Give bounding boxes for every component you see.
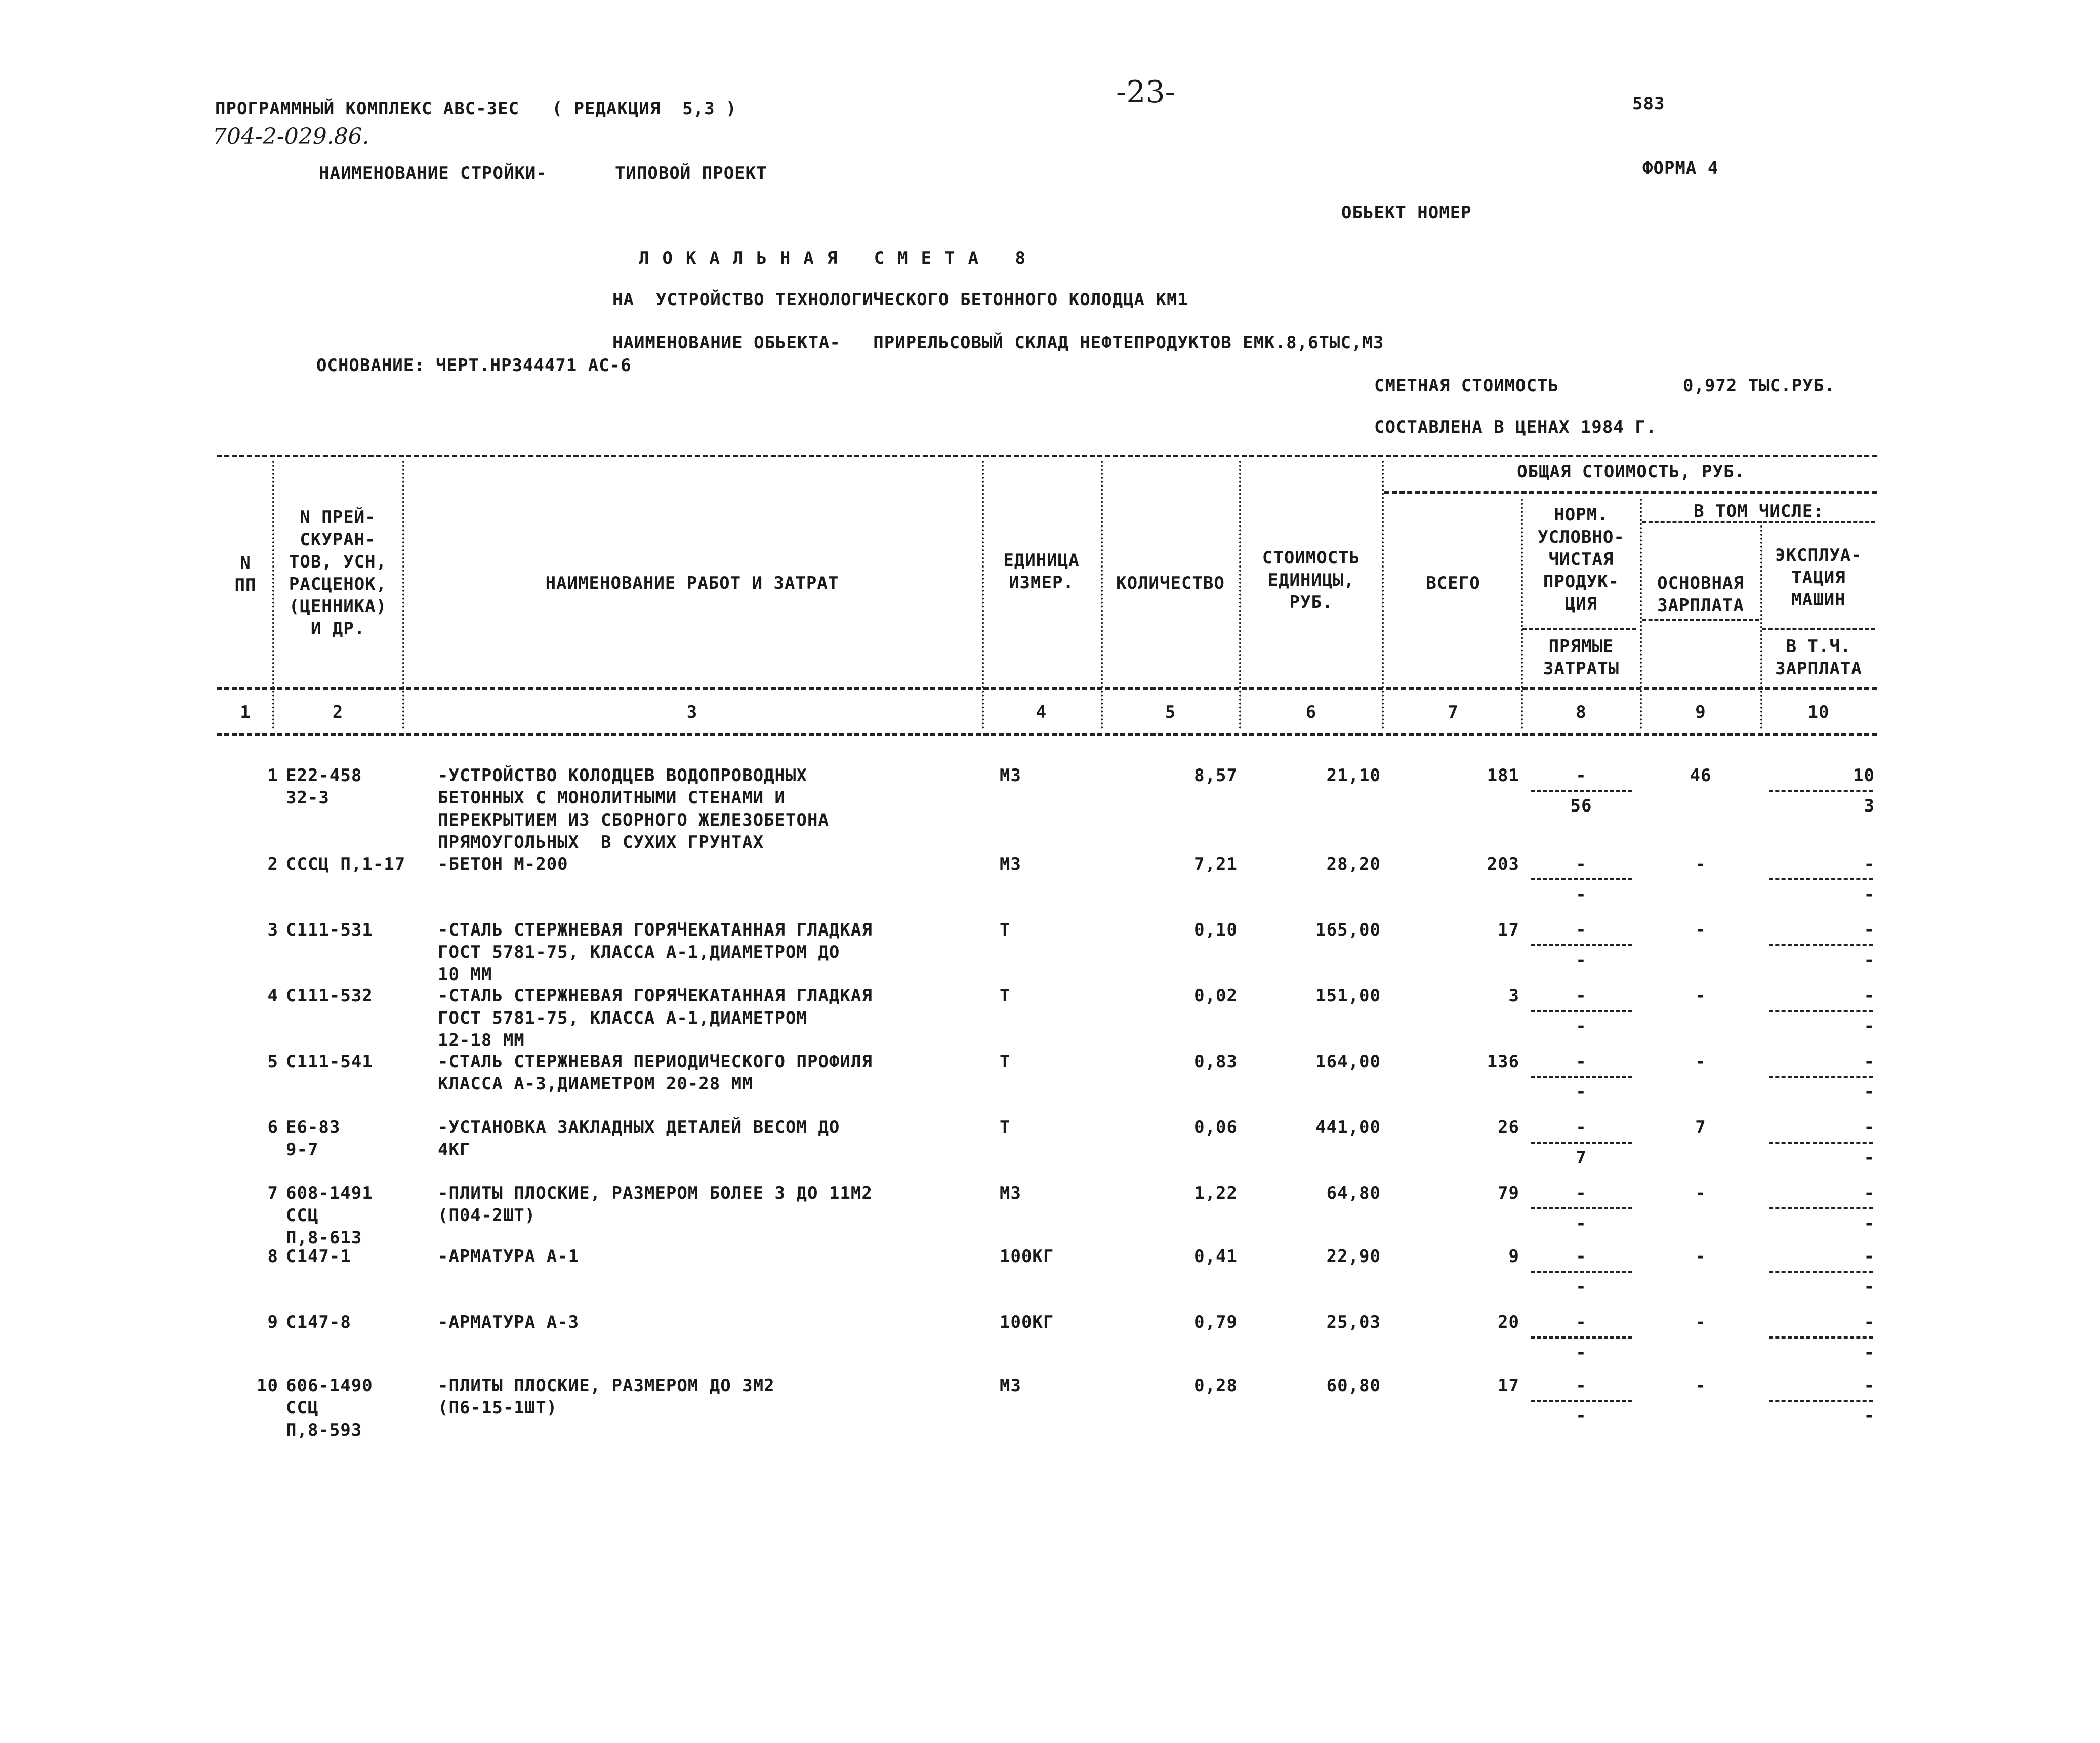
row-number: 7 xyxy=(267,1183,278,1203)
handwritten-project-code: 704-2-029.86. xyxy=(213,124,369,149)
colnum-bottom-rule xyxy=(217,733,1877,736)
colnum-1: 1 xyxy=(240,702,251,722)
row-unit: М3 xyxy=(1000,854,1021,874)
split-rule xyxy=(1769,790,1873,792)
split-rule xyxy=(1531,878,1632,880)
row-unit-cost: 21,10 xyxy=(1326,765,1381,786)
row-direct-costs: 7 xyxy=(1576,1148,1587,1168)
row-basic-wages: 46 xyxy=(1690,765,1712,786)
row-machine-wages: - xyxy=(1864,950,1875,970)
header-machine-wages: В Т.Ч. ЗАРПЛАТА xyxy=(1775,636,1862,679)
header-unit: ЕДИНИЦА ИЗМЕР. xyxy=(1003,550,1080,593)
row-unit: Т xyxy=(1000,1051,1011,1072)
row-basic-wages: - xyxy=(1695,1183,1706,1203)
colnum-5: 5 xyxy=(1165,702,1176,722)
row-number: 3 xyxy=(267,920,278,940)
row-direct-costs: - xyxy=(1576,1277,1587,1297)
c10-split-rule xyxy=(1762,628,1875,630)
row-unit-cost: 60,80 xyxy=(1326,1375,1381,1396)
split-rule xyxy=(1531,1010,1632,1012)
split-rule xyxy=(1769,1400,1873,1402)
row-number: 9 xyxy=(267,1312,278,1332)
table-top-rule xyxy=(217,455,1877,457)
colnum-2: 2 xyxy=(332,702,344,722)
estimate-subject: НА УСТРОЙСТВО ТЕХНОЛОГИЧЕСКОГО БЕТОННОГО КОЛОДЦА КМ1 xyxy=(612,290,1188,310)
row-quantity: 1,22 xyxy=(1194,1183,1238,1203)
row-unit: Т xyxy=(1000,986,1011,1006)
prices-line: СОСТАВЛЕНА В ЦЕНАХ 1984 Г. xyxy=(1374,417,1657,437)
split-rule xyxy=(1531,1271,1632,1273)
header-quantity: КОЛИЧЕСТВО xyxy=(1116,573,1225,593)
row-quantity: 0,79 xyxy=(1194,1312,1238,1332)
row-unit-cost: 22,90 xyxy=(1326,1246,1381,1267)
header-code: N ПРЕЙ- СКУРАН- ТОВ, УСН, РАСЦЕНОК, (ЦЕННИКА) И ДР. xyxy=(289,507,387,639)
row-code: 606-1490 ССЦ П,8-593 xyxy=(286,1375,373,1440)
header-total: ВСЕГО xyxy=(1426,573,1480,593)
row-net-production: - xyxy=(1576,1051,1587,1072)
row-number: 10 xyxy=(257,1375,278,1396)
row-net-production: - xyxy=(1576,1117,1587,1138)
row-direct-costs: 56 xyxy=(1570,796,1592,816)
row-work-name: -СТАЛЬ СТЕРЖНЕВАЯ ПЕРИОДИЧЕСКОГО ПРОФИЛЯ КЛАССА А-3,ДИАМЕТРОМ 20-28 ММ xyxy=(438,1051,873,1094)
row-machine-operation: - xyxy=(1864,1183,1875,1203)
row-work-name: -УСТРОЙСТВО КОЛОДЦЕВ ВОДОПРОВОДНЫХ БЕТОННЫХ С МОНОЛИТНЫМИ СТЕНАМИ И ПЕРЕКРЫТИЕМ ИЗ СБОРНОГО ЖЕЛЕЗОБЕТОНА ПРЯМОУГОЛЬНЫХ В СУХИХ ГРУНТАХ xyxy=(438,765,829,853)
row-code: С111-532 xyxy=(286,986,373,1006)
row-code: С147-1 xyxy=(286,1246,351,1267)
row-machine-wages: - xyxy=(1864,1016,1875,1036)
estimated-cost-label: СМЕТНАЯ СТОИМОСТЬ xyxy=(1374,376,1559,396)
basis-line: ОСНОВАНИЕ: ЧЕРТ.НР344471 АС-6 xyxy=(316,355,632,376)
row-quantity: 0,02 xyxy=(1194,986,1238,1006)
row-total: 17 xyxy=(1498,920,1519,940)
row-unit-cost: 441,00 xyxy=(1315,1117,1381,1138)
row-total: 9 xyxy=(1508,1246,1519,1267)
colnum-10: 10 xyxy=(1807,702,1830,722)
row-basic-wages: - xyxy=(1695,920,1706,940)
row-machine-wages: - xyxy=(1864,884,1875,905)
estimated-cost-value: 0,972 ТЫС.РУБ. xyxy=(1683,376,1835,396)
row-total: 203 xyxy=(1487,854,1519,874)
row-quantity: 7,21 xyxy=(1194,854,1238,874)
header-basic-wages: ОСНОВНАЯ ЗАРПЛАТА xyxy=(1657,573,1744,616)
row-number: 5 xyxy=(267,1051,278,1072)
header-including: В ТОМ ЧИСЛЕ: xyxy=(1694,501,1824,521)
split-rule xyxy=(1531,790,1632,792)
row-total: 181 xyxy=(1487,765,1519,786)
col-sep-5 xyxy=(1239,461,1241,729)
row-direct-costs: - xyxy=(1576,1082,1587,1102)
object-name: НАИМЕНОВАНИЕ ОБЬЕКТА- ПРИРЕЛЬСОВЫЙ СКЛАД НЕФТЕПРОДУКТОВ ЕМК.8,6ТЫС,М3 xyxy=(612,333,1384,353)
split-rule xyxy=(1769,1076,1873,1078)
row-basic-wages: - xyxy=(1695,1051,1706,1072)
colnum-9: 9 xyxy=(1695,702,1706,722)
row-machine-operation: - xyxy=(1864,1246,1875,1267)
row-net-production: - xyxy=(1576,854,1587,874)
row-direct-costs: - xyxy=(1576,1016,1587,1036)
header-machine-operation: ЭКСПЛУА- ТАЦИЯ МАШИН xyxy=(1775,545,1862,610)
header-unit-cost: СТОИМОСТЬ ЕДИНИЦЫ, РУБ. xyxy=(1262,548,1361,613)
row-quantity: 0,06 xyxy=(1194,1117,1238,1138)
col-sep-8 xyxy=(1640,499,1642,729)
split-rule xyxy=(1531,1400,1632,1402)
row-net-production: - xyxy=(1576,1183,1587,1203)
estimate-title: ЛОКАЛЬНАЯ СМЕТА 8 xyxy=(639,248,1039,268)
split-rule xyxy=(1769,944,1873,946)
header-direct-costs: ПРЯМЫЕ ЗАТРАТЫ xyxy=(1543,636,1620,679)
row-total: 26 xyxy=(1498,1117,1519,1138)
row-total: 79 xyxy=(1498,1183,1519,1203)
object-number-label: ОБЬЕКТ НОМЕР xyxy=(1341,202,1472,223)
row-machine-operation: - xyxy=(1864,1312,1875,1332)
row-number: 6 xyxy=(267,1117,278,1138)
row-machine-operation: - xyxy=(1864,1117,1875,1138)
row-machine-wages: - xyxy=(1864,1343,1875,1363)
row-basic-wages: - xyxy=(1695,1246,1706,1267)
row-work-name: -АРМАТУРА А-3 xyxy=(438,1312,580,1332)
row-net-production: - xyxy=(1576,1312,1587,1332)
row-basic-wages: - xyxy=(1695,1375,1706,1396)
row-work-name: -ПЛИТЫ ПЛОСКИЕ, РАЗМЕРОМ БОЛЕЕ 3 ДО 11М2 (П04-2ШТ) xyxy=(438,1183,873,1226)
col-sep-7 xyxy=(1521,499,1523,729)
colnum-7: 7 xyxy=(1448,702,1459,722)
row-net-production: - xyxy=(1576,1246,1587,1267)
split-rule xyxy=(1531,1207,1632,1209)
sheet-number: 583 xyxy=(1632,94,1665,114)
row-work-name: -СТАЛЬ СТЕРЖНЕВАЯ ГОРЯЧЕКАТАННАЯ ГЛАДКАЯ ГОСТ 5781-75, КЛАССА А-1,ДИАМЕТРОМ 12-18 ММ xyxy=(438,986,873,1050)
colnum-6: 6 xyxy=(1305,702,1317,722)
row-number: 8 xyxy=(267,1246,278,1267)
col-sep-3 xyxy=(982,461,984,729)
row-number: 4 xyxy=(267,986,278,1006)
col-sep-4 xyxy=(1101,461,1103,729)
split-rule xyxy=(1531,1336,1632,1339)
row-unit: Т xyxy=(1000,1117,1011,1138)
row-unit: 100КГ xyxy=(1000,1246,1054,1267)
row-code: 608-1491 ССЦ П,8-613 xyxy=(286,1183,373,1248)
row-unit-cost: 64,80 xyxy=(1326,1183,1381,1203)
row-unit: М3 xyxy=(1000,765,1021,786)
construction-value: ТИПОВОЙ ПРОЕКТ xyxy=(615,163,767,183)
row-work-name: -СТАЛЬ СТЕРЖНЕВАЯ ГОРЯЧЕКАТАННАЯ ГЛАДКАЯ ГОСТ 5781-75, КЛАССА А-1,ДИАМЕТРОМ ДО 10 ММ xyxy=(438,920,873,985)
row-unit-cost: 28,20 xyxy=(1326,854,1381,874)
row-work-name: -ПЛИТЫ ПЛОСКИЕ, РАЗМЕРОМ ДО 3М2 (П6-15-1ШТ) xyxy=(438,1375,775,1418)
row-basic-wages: - xyxy=(1695,854,1706,874)
row-machine-operation: - xyxy=(1864,986,1875,1006)
row-basic-wages: - xyxy=(1695,986,1706,1006)
colnum-8: 8 xyxy=(1576,702,1587,722)
row-unit-cost: 165,00 xyxy=(1315,920,1381,940)
row-unit-cost: 151,00 xyxy=(1315,986,1381,1006)
row-total: 3 xyxy=(1508,986,1519,1006)
split-rule xyxy=(1769,1207,1873,1209)
row-work-name: -БЕТОН М-200 xyxy=(438,854,568,874)
row-machine-wages: - xyxy=(1864,1406,1875,1426)
header-work-name: НАИМЕНОВАНИЕ РАБОТ И ЗАТРАТ xyxy=(545,573,839,593)
row-direct-costs: - xyxy=(1576,1343,1587,1363)
row-machine-wages: - xyxy=(1864,1148,1875,1168)
row-code: С111-531 xyxy=(286,920,373,940)
row-machine-wages: - xyxy=(1864,1277,1875,1297)
row-machine-operation: - xyxy=(1864,854,1875,874)
row-direct-costs: - xyxy=(1576,1406,1587,1426)
program-line: ПРОГРАММНЫЙ КОМПЛЕКС АВС-3ЕС ( РЕДАКЦИЯ 5,3 ) xyxy=(215,99,737,119)
header-num: N ПП xyxy=(234,553,257,595)
row-number: 1 xyxy=(267,765,278,786)
row-net-production: - xyxy=(1576,920,1587,940)
row-basic-wages: - xyxy=(1695,1312,1706,1332)
row-direct-costs: - xyxy=(1576,884,1587,905)
row-machine-wages: 3 xyxy=(1864,796,1875,816)
construction-label: НАИМЕНОВАНИЕ СТРОЙКИ- xyxy=(319,163,547,183)
row-total: 136 xyxy=(1487,1051,1519,1072)
col-sep-2 xyxy=(402,461,404,729)
split-rule xyxy=(1769,1010,1873,1012)
split-rule xyxy=(1531,944,1632,946)
row-net-production: - xyxy=(1576,1375,1587,1396)
row-code: Е6-83 9-7 xyxy=(286,1117,341,1160)
row-machine-operation: - xyxy=(1864,1051,1875,1072)
row-quantity: 0,83 xyxy=(1194,1051,1238,1072)
row-work-name: -УСТАНОВКА ЗАКЛАДНЫХ ДЕТАЛЕЙ ВЕСОМ ДО 4КГ xyxy=(438,1117,840,1160)
header-net-production: НОРМ. УСЛОВНО- ЧИСТАЯ ПРОДУК- ЦИЯ xyxy=(1538,505,1625,614)
row-unit: 100КГ xyxy=(1000,1312,1054,1332)
split-rule xyxy=(1769,1336,1873,1339)
row-total: 20 xyxy=(1498,1312,1519,1332)
header-total-group: ОБЩАЯ СТОИМОСТЬ, РУБ. xyxy=(1517,462,1745,482)
row-machine-wages: - xyxy=(1864,1082,1875,1102)
row-total: 17 xyxy=(1498,1375,1519,1396)
colnum-4: 4 xyxy=(1036,702,1047,722)
row-net-production: - xyxy=(1576,765,1587,786)
row-quantity: 0,41 xyxy=(1194,1246,1238,1267)
row-unit: М3 xyxy=(1000,1375,1021,1396)
split-rule xyxy=(1769,1142,1873,1144)
row-code: СССЦ П,1-17 xyxy=(286,854,406,874)
row-net-production: - xyxy=(1576,986,1587,1006)
row-machine-operation: - xyxy=(1864,1375,1875,1396)
row-work-name: -АРМАТУРА А-1 xyxy=(438,1246,580,1267)
group-rule xyxy=(1384,491,1877,494)
row-direct-costs: - xyxy=(1576,1213,1587,1234)
c9-bottom-rule xyxy=(1642,619,1759,621)
row-code: Е22-458 32-3 xyxy=(286,765,362,808)
row-quantity: 0,10 xyxy=(1194,920,1238,940)
row-quantity: 0,28 xyxy=(1194,1375,1238,1396)
row-machine-wages: - xyxy=(1864,1213,1875,1234)
row-unit-cost: 25,03 xyxy=(1326,1312,1381,1332)
header-bottom-rule xyxy=(217,687,1877,690)
split-rule xyxy=(1769,1271,1873,1273)
row-unit-cost: 164,00 xyxy=(1315,1051,1381,1072)
col-sep-1 xyxy=(272,461,274,729)
form-label: ФОРМА 4 xyxy=(1642,158,1719,178)
row-code: С147-8 xyxy=(286,1312,351,1332)
row-number: 2 xyxy=(267,854,278,874)
col-sep-6 xyxy=(1382,461,1384,729)
split-rule xyxy=(1531,1142,1632,1144)
split-rule xyxy=(1769,878,1873,880)
row-unit: М3 xyxy=(1000,1183,1021,1203)
row-direct-costs: - xyxy=(1576,950,1587,970)
page-number: -23- xyxy=(1116,74,1175,110)
colnum-3: 3 xyxy=(686,702,698,722)
row-machine-operation: - xyxy=(1864,920,1875,940)
c8-split-rule xyxy=(1522,628,1636,630)
split-rule xyxy=(1531,1076,1632,1078)
row-basic-wages: 7 xyxy=(1695,1117,1706,1138)
row-quantity: 8,57 xyxy=(1194,765,1238,786)
row-code: С111-541 xyxy=(286,1051,373,1072)
row-machine-operation: 10 xyxy=(1853,765,1875,786)
row-unit: Т xyxy=(1000,920,1011,940)
